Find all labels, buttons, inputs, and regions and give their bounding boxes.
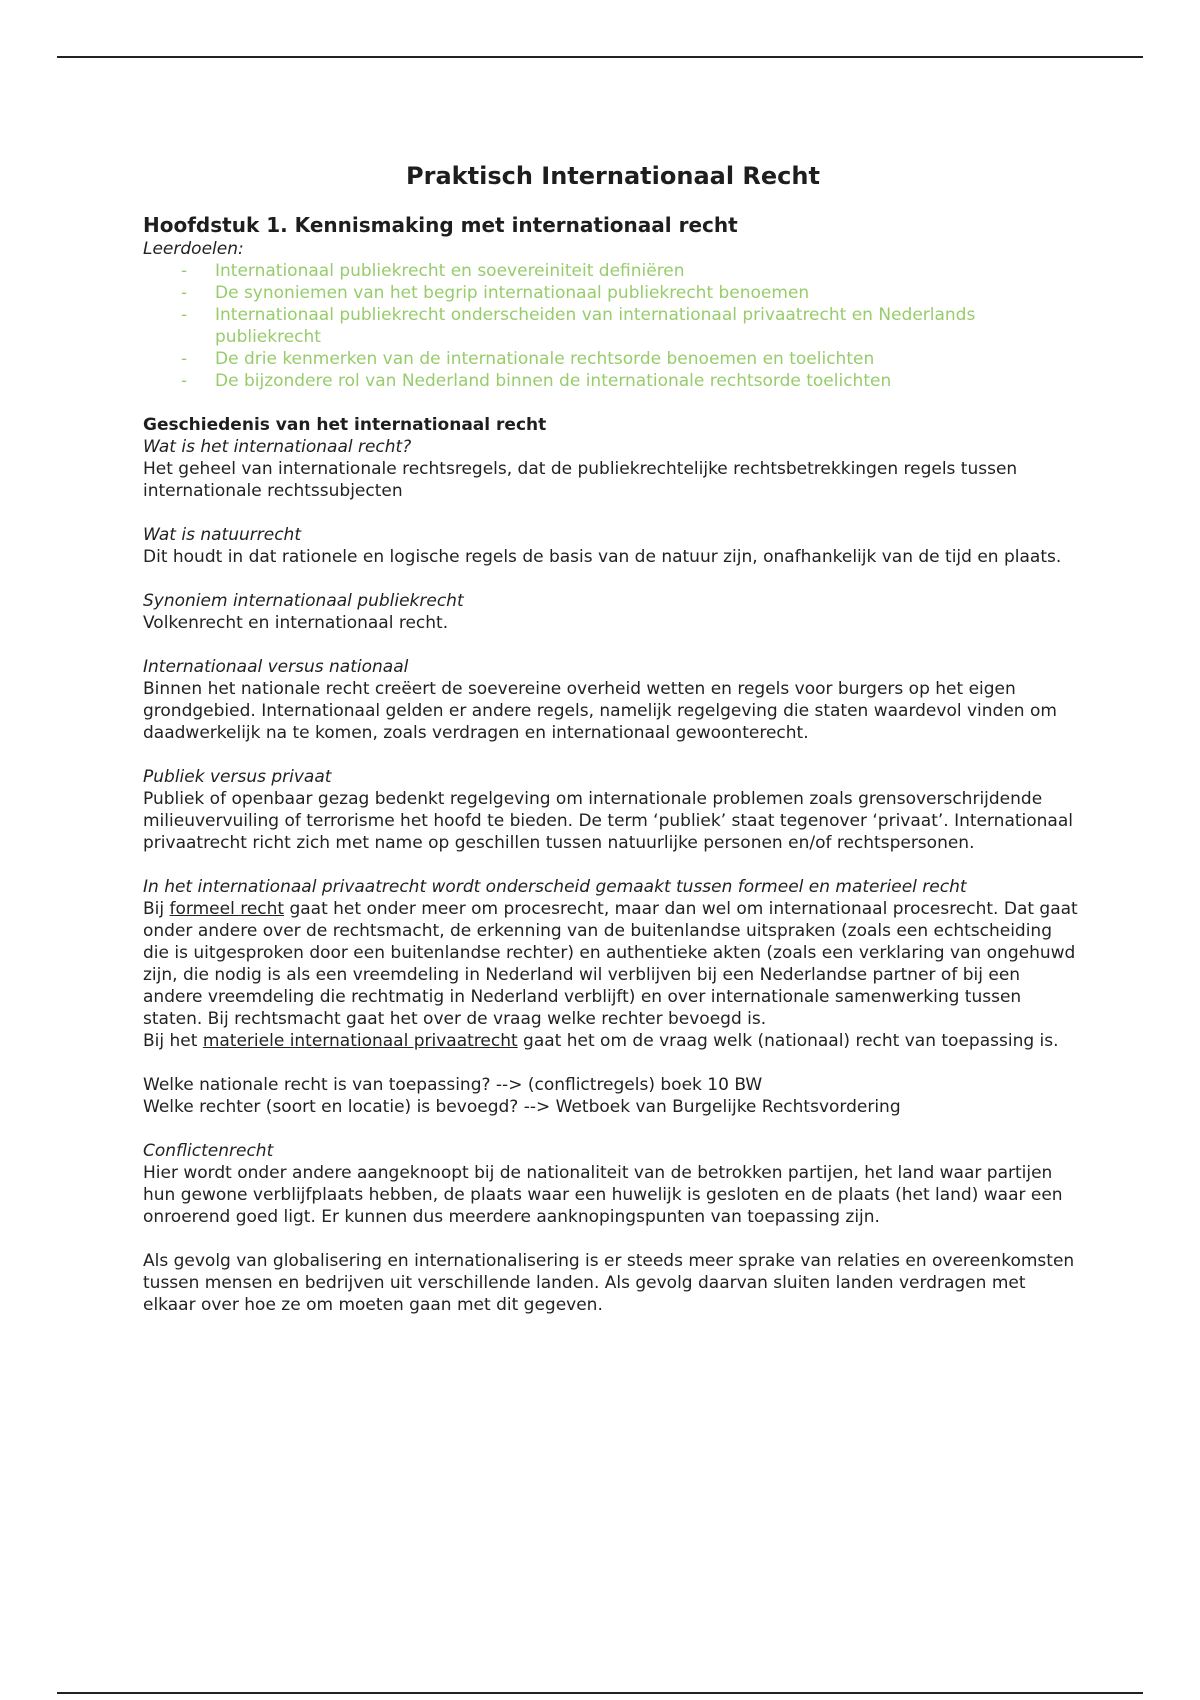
learning-goal-item: - De synoniemen van het begrip internationaal publiekrecht benoemen	[181, 283, 810, 303]
answer-line: Welke nationale recht is van toepassing? --> (conflictregels) boek 10 BW	[143, 1075, 763, 1095]
answer-paragraph: Hier wordt onder andere aangeknoopt bij de nationaliteit van de betrokken partijen, het land waar partijen hun gewone verblijfplaats hebben, de plaats waar een huwelijk is gesloten en de plaats (het land) waar een onroerend goed ligt. Er kunnen dus meerdere aanknopingspunten van toepassing zijn.	[143, 1163, 1063, 1227]
learning-goal-item: - Internationaal publiekrecht en soevereiniteit definiëren	[181, 261, 685, 281]
question-heading: Internationaal versus nationaal	[143, 657, 409, 677]
question-heading: Publiek versus privaat	[143, 767, 332, 787]
answer-paragraph: Bij formeel recht gaat het onder meer om procesrecht, maar dan wel om internationaal procesrecht. Dat gaat onder andere over de rechtsmacht, de erkenning van de buitenlandse uitspraken (zoals een echtscheiding die is uitgesproken door een buitenlandse rechter) en authentieke akten (zoals een verklaring van ongehuwd zijn, die nodig is als een vreemdeling in Nederland wil verblijven bij een Nederlandse partner of bij een andere vreemdeling die rechtmatig in Nederland verblijft) en over internationale samenwerking tussen staten. Bij rechtsmacht gaat het over de vraag welke rechter bevoegd is.	[143, 899, 1078, 1029]
dash-bullet-icon: -	[181, 283, 188, 303]
answer-paragraph: Binnen het nationale recht creëert de soevereine overheid wetten en regels voor burgers op het eigen grondgebied. Internationaal gelden er andere regels, namelijk regelgeving die staten waardevol vinden om daadwerkelijk na te komen, zoals verdragen en internationaal gewoonterecht.	[143, 679, 1057, 743]
answer-paragraph: Dit houdt in dat rationele en logische regels de basis van de natuur zijn, onafhankelijk van de tijd en plaats.	[143, 547, 1062, 567]
header-rule	[57, 56, 1143, 58]
question-heading: Conflictenrecht	[143, 1141, 274, 1161]
learning-goals-list	[143, 260, 1083, 392]
learning-goal-item: - Internationaal publiekrecht onderscheiden van internationaal privaatrecht en Nederlands publiekrecht	[181, 305, 976, 347]
question-heading: Synoniem internationaal publiekrecht	[143, 591, 464, 611]
question-heading: In het internationaal privaatrecht wordt onderscheid gemaakt tussen formeel en materieel recht	[143, 877, 967, 897]
answer-paragraph: Volkenrecht en internationaal recht.	[143, 613, 449, 633]
question-heading: Wat is het internationaal recht?	[143, 437, 412, 457]
answer-paragraph: Als gevolg van globalisering en internationalisering is er steeds meer sprake van relaties en overeenkomsten tussen mensen en bedrijven uit verschillende landen. Als gevolg daarvan sluiten landen verdragen met elkaar over hoe ze om moeten gaan met dit gegeven.	[143, 1251, 1075, 1315]
answer-paragraph: Het geheel van internationale rechtsregels, dat de publiekrechtelijke rechtsbetrekkingen regels tussen internationale rechtssubjecten	[143, 459, 1018, 501]
learning-goal-item: - De bijzondere rol van Nederland binnen de internationale rechtsorde toelichten	[181, 371, 892, 391]
dash-bullet-icon: -	[181, 305, 188, 325]
question-heading: Wat is natuurrecht	[143, 525, 301, 545]
section-title: Geschiedenis van het internationaal recht	[143, 415, 547, 435]
chapter-title: Hoofdstuk 1. Kennismaking met internationaal recht	[143, 213, 738, 237]
learning-goals-label: Leerdoelen:	[143, 239, 244, 259]
underlined-term: formeel recht	[169, 899, 285, 919]
document-title: Praktisch Internationaal Recht	[406, 162, 820, 190]
answer-paragraph: Bij het materiele internationaal privaatrecht gaat het om de vraag welk (nationaal) recht van toepassing is.	[143, 1031, 1059, 1051]
dash-bullet-icon: -	[181, 371, 188, 391]
dash-bullet-icon: -	[181, 349, 188, 369]
underlined-term: materiele internationaal privaatrecht	[202, 1031, 518, 1051]
document-page	[143, 160, 1083, 1316]
footer-rule	[57, 1692, 1143, 1694]
answer-paragraph: Publiek of openbaar gezag bedenkt regelgeving om internationale problemen zoals grensoverschrijdende milieuvervuiling of terrorisme het hoofd te bieden. De term ‘publiek’ staat tegenover ‘privaat’. Internationaal privaatrecht richt zich met name op geschillen tussen natuurlijke personen en/of rechtspersonen.	[143, 789, 1073, 853]
dash-bullet-icon: -	[181, 261, 188, 281]
learning-goal-item: - De drie kenmerken van de internationale rechtsorde benoemen en toelichten	[181, 349, 875, 369]
answer-line: Welke rechter (soort en locatie) is bevoegd? --> Wetboek van Burgelijke Rechtsvordering	[143, 1097, 901, 1117]
